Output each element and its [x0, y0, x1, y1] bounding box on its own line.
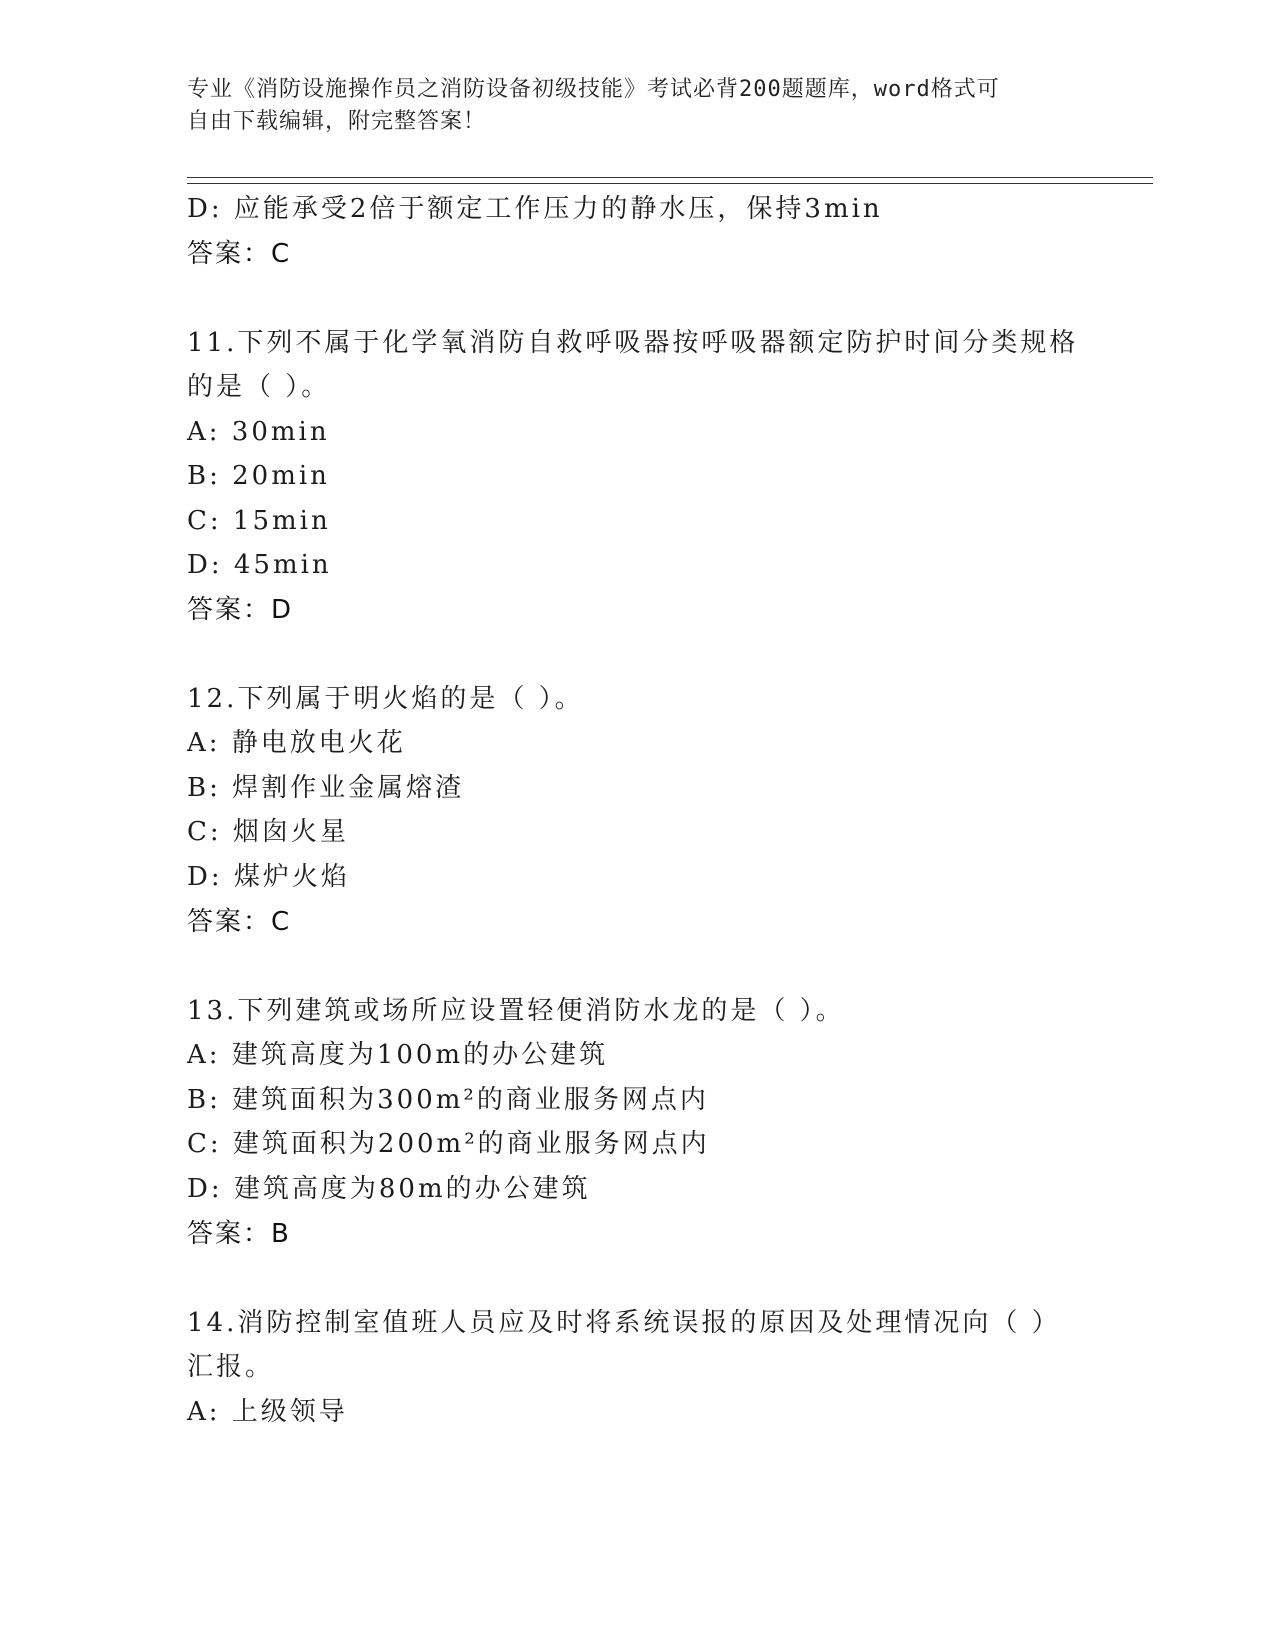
q12-option-d: D: 煤炉火焰 — [187, 862, 350, 892]
q13-option-d: D: 建筑高度为80m的办公建筑 — [187, 1174, 591, 1204]
q12-stem: 12.下列属于明火焰的是（ ）。 — [187, 684, 584, 714]
q13-option-a: A: 建筑高度为100m的办公建筑 — [187, 1040, 609, 1070]
q10-answer: 答案：C — [187, 239, 292, 269]
q12-option-c: C: 烟囱火星 — [187, 817, 349, 847]
q13-option-b: B: 建筑面积为300m²的商业服务网点内 — [187, 1085, 709, 1115]
q14-stem-line-1: 14.消防控制室值班人员应及时将系统误报的原因及处理情况向（ ） — [187, 1308, 1061, 1338]
q12-option-b: B: 焊割作业金属熔渣 — [187, 773, 465, 803]
q11-option-a: A: 30min — [187, 417, 330, 447]
q13-option-c: C: 建筑面积为200m²的商业服务网点内 — [187, 1129, 710, 1159]
q11-option-b: B: 20min — [187, 461, 330, 491]
q11-option-d: D: 45min — [187, 550, 332, 580]
header-line-1: 专业《消防设施操作员之消防设备初级技能》考试必背200题题库，word格式可 — [187, 77, 1000, 102]
q14-option-a: A: 上级领导 — [187, 1397, 348, 1427]
q11-stem-line-1: 11.下列不属于化学氧消防自救呼吸器按呼吸器额定防护时间分类规格 — [187, 328, 1079, 358]
q11-option-c: C: 15min — [187, 506, 331, 536]
header-divider-top — [187, 177, 1153, 178]
header-line-2: 自由下载编辑，附完整答案！ — [187, 109, 487, 134]
document-header — [187, 74, 1067, 138]
q12-option-a: A: 静电放电火花 — [187, 728, 406, 758]
q13-stem: 13.下列建筑或场所应设置轻便消防水龙的是（ ）。 — [187, 996, 845, 1026]
q14-stem-line-2: 汇报。 — [187, 1352, 275, 1382]
q13-answer: 答案：B — [187, 1219, 291, 1249]
header-divider-bottom — [187, 183, 1153, 184]
q11-stem-line-2: 的是（ ）。 — [187, 372, 331, 402]
q10-option-d: D: 应能承受2倍于额定工作压力的静水压，保持3min — [187, 194, 883, 224]
q12-answer: 答案：C — [187, 907, 292, 937]
q11-answer: 答案：D — [187, 595, 294, 625]
